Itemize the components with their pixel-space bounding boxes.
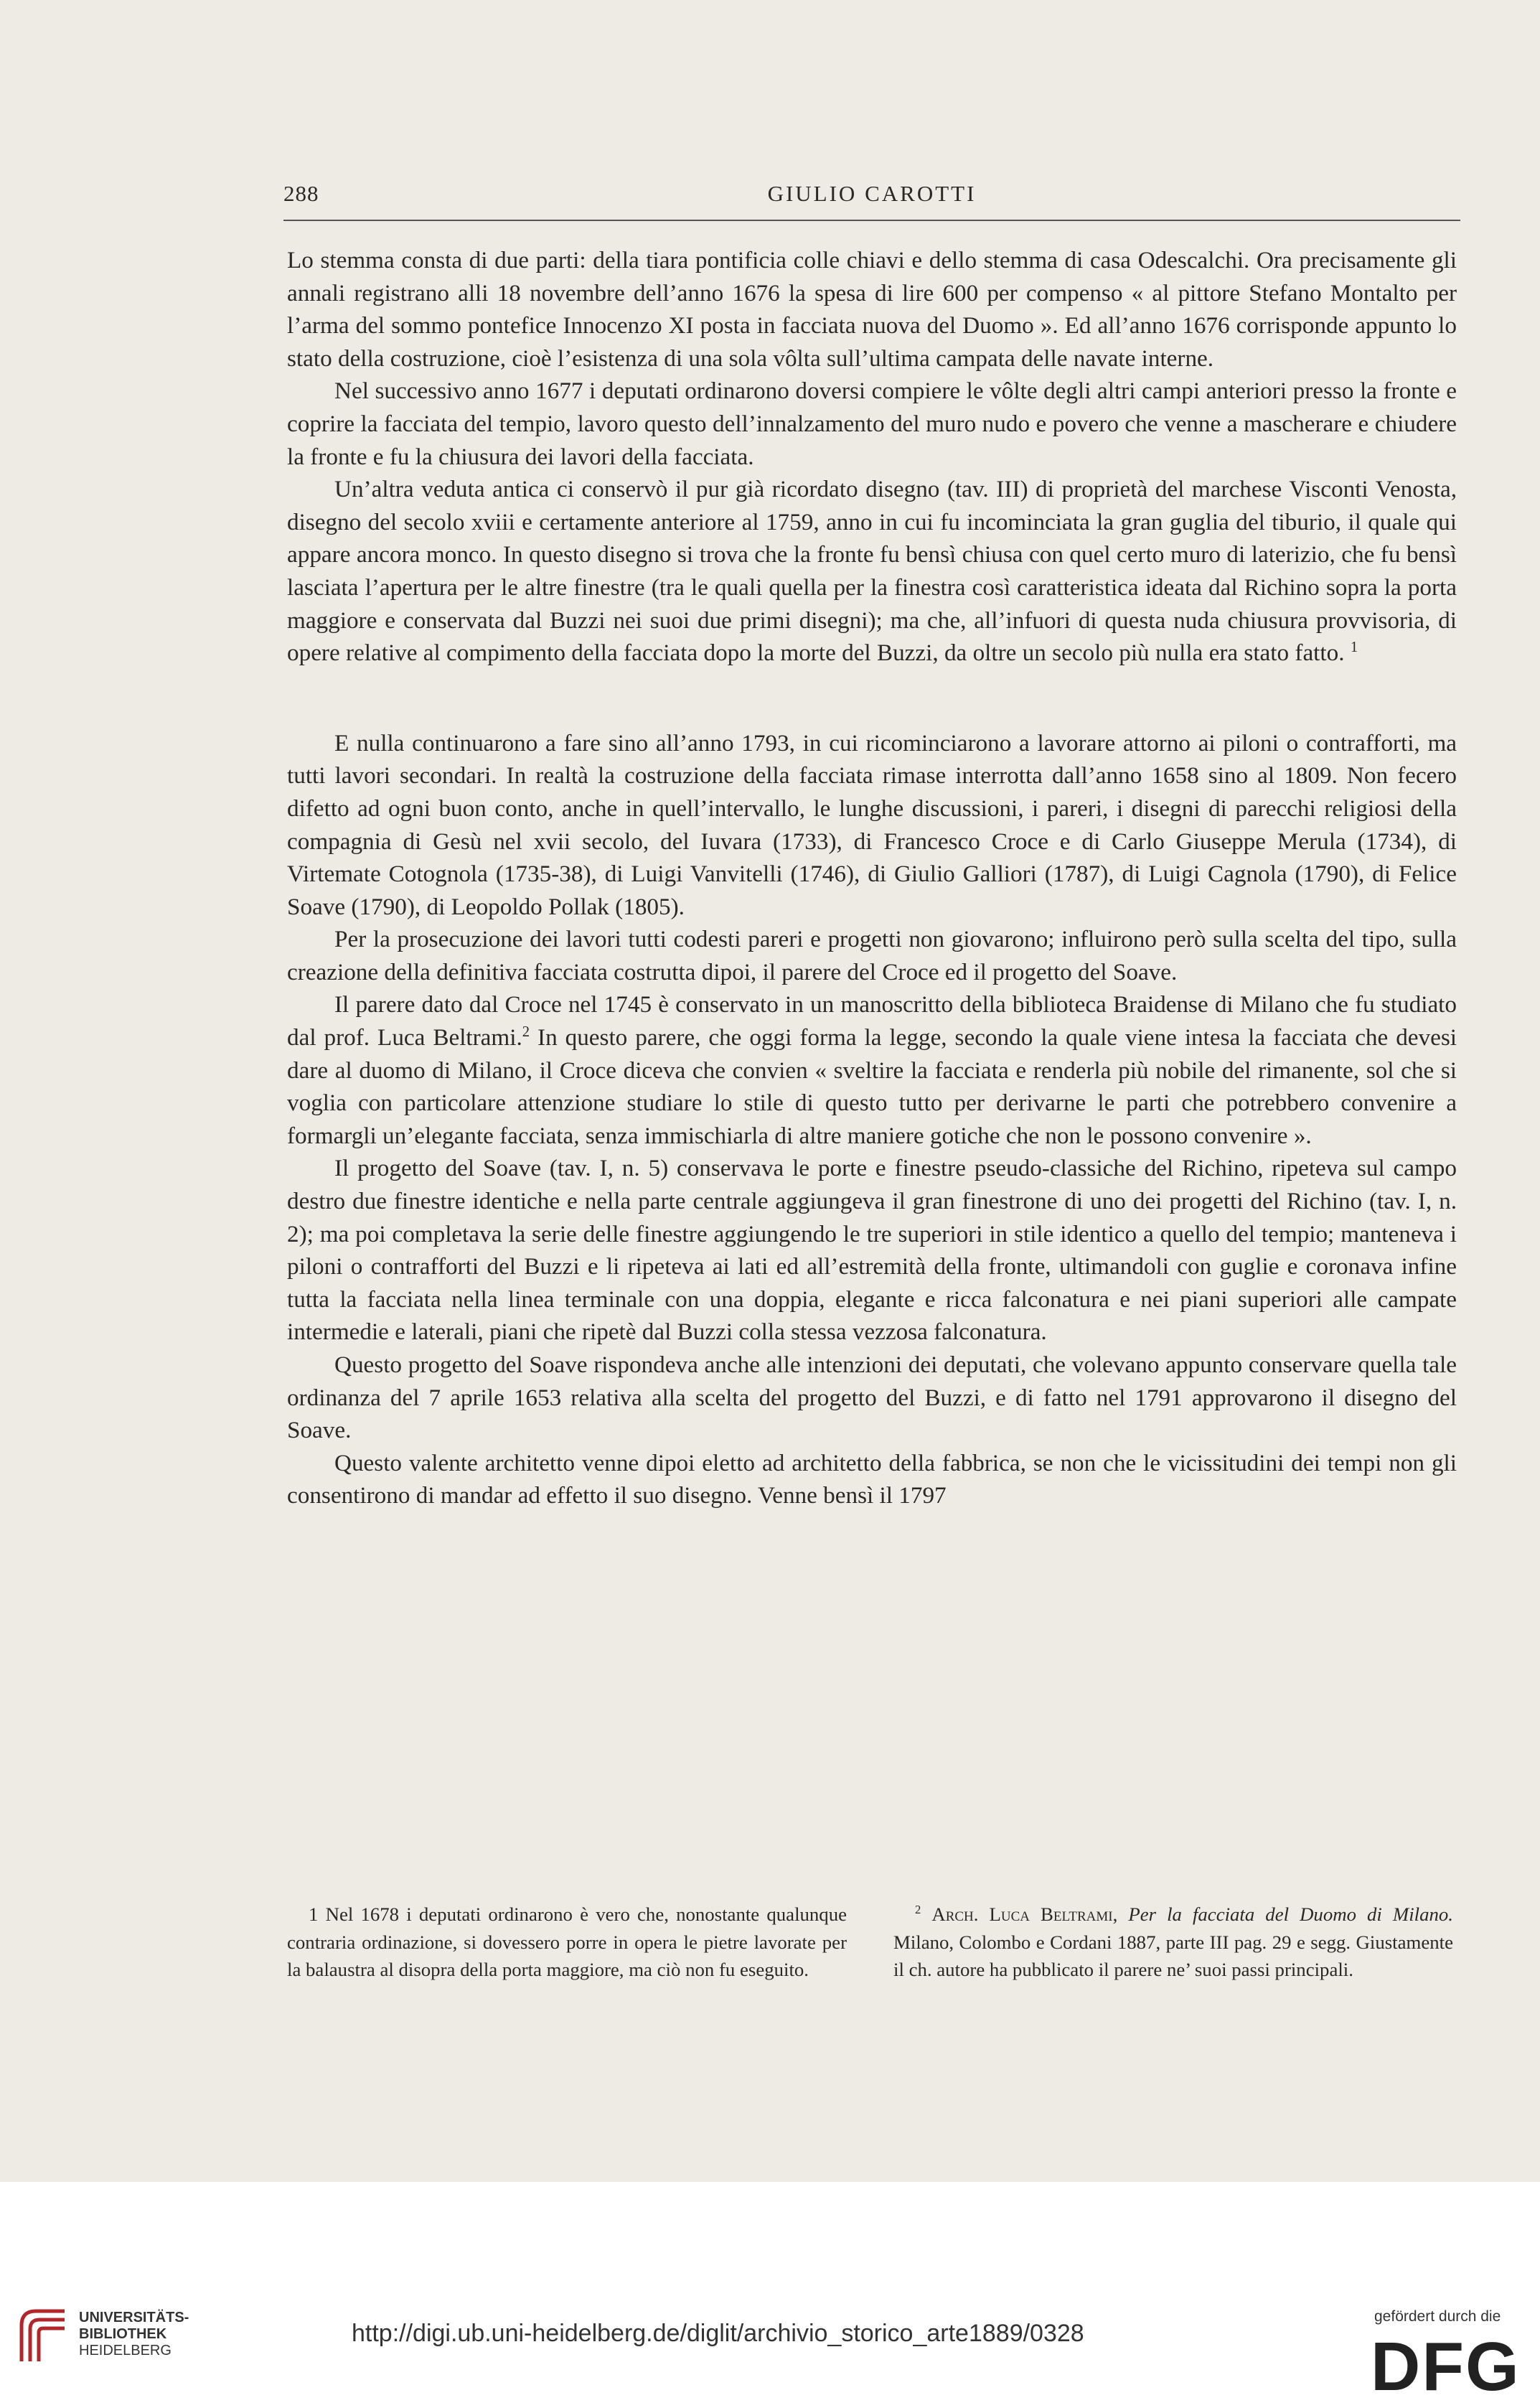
source-url-link[interactable]: http://digi.ub.uni-heidelberg.de/diglit/archivio_storico_arte1889/0328 (352, 2320, 1084, 2347)
paragraph: Questo progetto del Soave rispondeva anche alle intenzioni dei deputati, che volevano appunto conservare quella tale ordinanza del 7 aprile 1653 relativa alla scelta del progetto del Buzzi, e di fatto nel 1791 approvarono il disegno del Soave. (287, 1351, 1457, 1444)
paragraph: Questo valente architetto venne dipoi eletto ad architetto della fabbrica, se non che le vicissitudini dei tempi non gli consentirono di mandar ad effetto il suo disegno. Venne bensì il 1797 (287, 1449, 1457, 1509)
footnote-2 (893, 1901, 1453, 1984)
footnote-text: Milano, Colombo e Cordani 1887, parte III pag. 29 e segg. Giustamente il ch. autore ha pubblicato il parere ne’ suoi passi principali. (893, 1931, 1453, 1980)
library-name: UNIVERSITÄTS- BIBLIOTHEK HEIDELBERG (79, 2310, 189, 2358)
page-header (283, 181, 1460, 217)
funded-by-label: gefördert durch die (1374, 2308, 1501, 2325)
paragraph: Per la prosecuzione dei lavori tutti codesti pareri e progetti non giovarono; influirono però sulla scelta del tipo, sulla creazione della definitiva facciata costrutta dipoi, il parere del Croce ed il progetto del Soave. (287, 926, 1457, 985)
footnote-author: Arch. Luca Beltrami, (931, 1903, 1118, 1925)
paragraph: Il parere dato dal Croce nel 1745 è conservato in un manoscritto della biblioteca Braidense di Milano che fu studiato dal prof. Luca Beltrami.$^2$ In questo parere, che oggi forma la legge, secondo la quale viene intesa la facciata che devesi dare al duomo di Milano, il Croce diceva che convien « sveltire la facciata e renderla più nobile del rimanente, sol che si voglia con particolare attenzione studiare lo stile di questo tutto per derivarne le parti che potrebbero convenire a formargli un’elegante facciata, senza immischiarla di altre maniere gotiche che non le possono convenire ». (287, 991, 1457, 1149)
footnote-number: 2 (915, 1903, 921, 1917)
paragraph: E nulla continuarono a fare sino all’anno 1793, in cui ricominciarono a lavorare attorno ai piloni o contrafforti, ma tutti lavori secondari. In realtà la costruzione della facciata rimase interrotta dall’anno 1658 sino al 1809. Non fecero difetto ad ogni buon conto, anche in quell’intervallo, le lunghe discussioni, i pareri, i disegni di parecchi religiosi della compagnia di Gesù nel xvii secolo, del Iuvara (1733), di Francesco Croce e di Carlo Giuseppe Merula (1734), di Virtemate Cotognola (1735-38), di Luigi Vanvitelli (1746), di Giulio Galliori (1787), di Luigi Cagnola (1790), di Felice Soave (1790), di Leopoldo Pollak (1805). (287, 729, 1457, 920)
paragraph: Nel successivo anno 1677 i deputati ordinarono doversi compiere le vôlte degli altri campi anteriori presso la fronte e coprire la facciata del tempio, lavoro questo dell’innalzamento del muro nudo e povero che venne a mascherare e chiudere la fronte e fu la chiusura dei lavori della facciata. (287, 378, 1457, 470)
running-head: GIULIO CAROTTI (767, 181, 977, 206)
paragraph: Il progetto del Soave (tav. I, n. 5) conservava le porte e finestre pseudo-classiche del Richino, ripeteva sul campo destro due finestre identiche e nella parte centrale aggiungeva il gran finestrone di uno dei progetti del Richino (tav. I, n. 2); ma poi completava la serie delle finestre aggiungendo le tre superiori in stile identico a quello del tempio; manteneva i piloni o contrafforti del Buzzi e li ripeteva ai lati ed all’estremità della fronte, ultimandoli con guglie e coronava infine tutta la facciata nella linea terminale con una doppia, elegante e ricca falconatura e nei piani superiori alle campate intermedie e laterali, piani che ripetè dal Buzzi colla stessa vezzosa falconatura. (287, 1155, 1457, 1346)
footnote-mark: 1 (1350, 640, 1358, 656)
paragraph: Lo stemma consta di due parti: della tiara pontificia colle chiavi e dello stemma di casa Odescalchi. Ora precisamente gli annali registrano alli 18 novembre dell’anno 1676 la spesa di lire 600 per compenso « al pittore Stefano Montalto per l’arma del sommo pontefice Innocenzo XI posta in facciata nuova del Duomo ». Ed all’anno 1676 corrisponde appunto lo stato della costruzione, cioè l’esistenza di una sola vôlta sull’ultima campata delle navate interne. (287, 247, 1457, 372)
footnote-title: Per la facciata del Duomo di Milano. (1128, 1903, 1454, 1925)
body-text (287, 244, 1457, 1512)
page-number: 288 (283, 181, 319, 206)
library-logo-icon (14, 2304, 72, 2369)
footnote-number: 1 (309, 1903, 319, 1925)
footnote-1 (287, 1901, 847, 1984)
paragraph: Un’altra veduta antica ci conservò il pur già ricordato disegno (tav. III) di proprietà del marchese Visconti Venosta, disegno del secolo xviii e certamente anteriore al 1759, anno in cui fu incominciata la gran guglia del tiburio, il quale qui appare ancora monco. In questo disegno si trova che la fronte fu bensì chiusa con quel certo muro di laterizio, che fu bensì lasciata l’apertura per le altre finestre (tra le quali quella per la finestra così caratteristica ideata dal Richino sopra la porta maggiore e conservata dal Buzzi nei suoi due primi disegni); ma che, all’infuori di questa nuda chiusura provvisoria, di opere relative al compimento della facciata dopo la morte del Buzzi, da oltre un secolo più nulla era stato fatto. $^1$ (287, 476, 1457, 667)
footnote-text: Nel 1678 i deputati ordinarono è vero che, nonostante qualunque contraria ordinazione, si dovessero porre in opera le pietre lavorate per la balaustra al disopra della porta maggiore, ma ciò non fu eseguito. (287, 1903, 847, 1980)
footnotes (287, 1901, 1457, 2030)
footnote-mark: 2 (522, 1024, 530, 1040)
header-rule (283, 220, 1460, 221)
footer-bar (0, 2182, 1540, 2408)
dfg-logo: DFG (1371, 2328, 1521, 2405)
